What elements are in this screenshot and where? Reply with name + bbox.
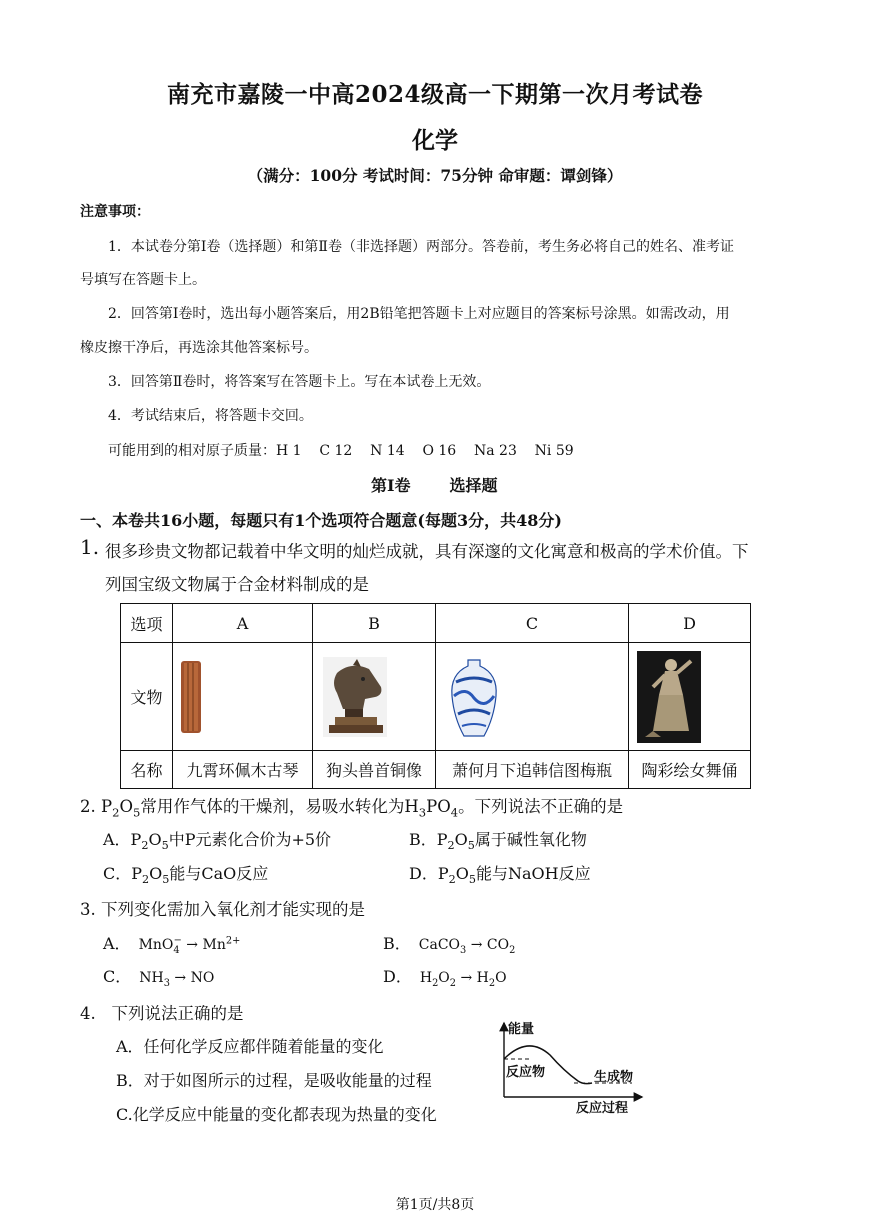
q2-option-c: C．$P_2O_5$能与CaO反应 [103, 864, 269, 887]
note-2-cont: 橡皮擦干净后，再选涂其他答案标号。 [80, 340, 318, 356]
subject-title: 化学 [412, 127, 458, 154]
relic-a-cell [173, 643, 313, 751]
relic-d-cell [629, 643, 751, 751]
note-1: 1．本试卷分第Ⅰ卷（选择题）和第Ⅱ卷（非选择题）两部分。答卷前，考生务必将自己的姓名、准考证 [108, 239, 734, 255]
option-b-header: B [313, 604, 436, 643]
q3-option-d: D． $H_2O_2 \to H_2O$ [383, 967, 507, 989]
exam-title: 南充市嘉陵一中高2024级高一下期第一次月考试卷 [166, 81, 703, 108]
note-4: 4．考试结束后，将答题卡交回。 [108, 408, 313, 424]
section-instruction: 一、本卷共16小题，每题只有1个选项符合题意(每题3分，共48分) [80, 511, 562, 530]
q4-option-a: A．任何化学反应都伴随着能量的变化 [116, 1037, 384, 1056]
exam-info: （满分：100分 考试时间：75分钟 命审题：谭剑锋） [247, 166, 623, 185]
row-header-option: 选项 [121, 604, 173, 643]
q4-option-c: C.化学反应中能量的变化都表现为热量的变化 [116, 1105, 437, 1124]
q1-text-line2: 列国宝级文物属于合金材料制成的是 [105, 575, 369, 594]
q3-option-a: A． $MnO_4^- \to Mn^{2+}$ [103, 934, 241, 956]
product-label: 生成物 [594, 1070, 634, 1085]
option-a-header: A [173, 604, 313, 643]
guqin-image [179, 659, 205, 735]
reaction-process-label: 反应过程 [576, 1101, 629, 1116]
dog-head-bronze-image [323, 657, 387, 737]
relic-a-name: 九霄环佩木古琴 [173, 751, 313, 789]
note-3: 3．回答第Ⅱ卷时，将答案写在答题卡上。写在本试卷上无效。 [108, 374, 491, 390]
meiping-vase-image [446, 656, 502, 738]
q1-text-line1: 很多珍贵文物都记载着中华文明的灿烂成就，具有深邃的文化寓意和极高的学术价值。下 [105, 542, 749, 561]
option-c-header: C [436, 604, 629, 643]
dancer-figurine-image [637, 651, 701, 743]
atomic-mass: 可能用到的相对原子质量：H 1 C 12 N 14 O 16 Na 23 Ni 59 [108, 443, 574, 459]
relic-b-name: 狗头兽首铜像 [313, 751, 436, 789]
q2-option-b: B．$P_2O_5$属于碱性氧化物 [409, 830, 587, 853]
q1-number: 1. [80, 535, 100, 559]
relic-c-cell [436, 643, 629, 751]
notes-heading: 注意事项： [80, 204, 150, 220]
q2-option-a: A．$P_2O_5$中P元素化合价为+5价 [103, 830, 332, 853]
relic-c-name: 萧何月下追韩信图梅瓶 [436, 751, 629, 789]
row-header-name: 名称 [121, 751, 173, 789]
reactant-label: 反应物 [506, 1065, 546, 1080]
page-footer: 第1页/共8页 [395, 1197, 475, 1213]
section-title: 第Ⅰ卷 选择题 [371, 476, 498, 495]
option-d-header: D [629, 604, 751, 643]
note-1-cont: 号填写在答题卡上。 [80, 272, 206, 288]
q2-option-d: D．$P_2O_5$能与NaOH反应 [409, 864, 591, 887]
relic-d-name: 陶彩绘女舞俑 [629, 751, 751, 789]
q3-option-c: C． $NH_3$ → NO [103, 967, 215, 989]
row-header-relic: 文物 [121, 643, 173, 751]
q2-stem: 2. $P_2O_5$常用作气体的干燥剂，易吸水转化为$H_3PO_4$。下列说法不正确的是 [80, 797, 624, 820]
energy-label: 能量 [508, 1022, 535, 1037]
relic-b-cell [313, 643, 436, 751]
q4-option-b: B．对于如图所示的过程，是吸收能量的过程 [116, 1071, 432, 1090]
q3-stem: 3. 下列变化需加入氧化剂才能实现的是 [80, 900, 365, 919]
q3-option-b: B． CaCO$_3$ → $CO_2$ [383, 934, 516, 956]
relics-table [120, 603, 751, 789]
note-2: 2．回答第Ⅰ卷时，选出每小题答案后，用2B铅笔把答题卡上对应题目的答案标号涂黑。如需改动，用 [108, 306, 730, 322]
q4-stem: 4. 下列说法正确的是 [80, 1004, 244, 1023]
